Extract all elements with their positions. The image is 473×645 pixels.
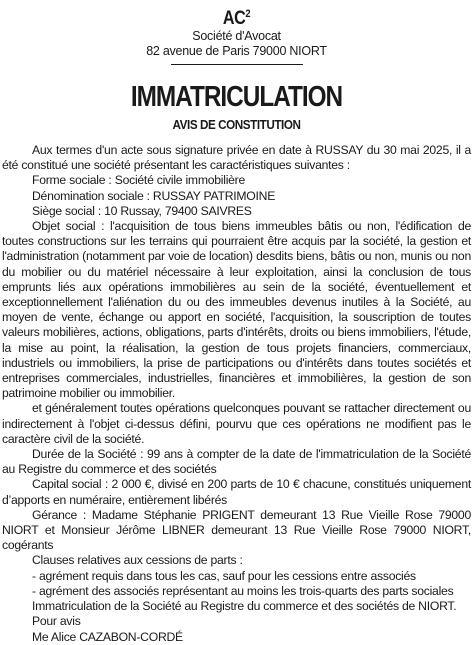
notice-body bbox=[2, 143, 471, 645]
company-name: Dénomination sociale : RUSSAY PATRIMOINE bbox=[32, 188, 276, 203]
share-transfer-clauses: Clauses relatives aux cessions de parts : bbox=[32, 553, 243, 568]
management: Gérance : Madame Stéphanie PRIGENT demeurant 13 Rue Vieille Rose 79000 NIORT et Monsieur Jérôme LIBNER demeurant 13 Rue Vieille Rose 79000 NIORT, cogérants bbox=[2, 507, 471, 553]
company-duration: Durée de la Société : 99 ans à compter de la date de l'immatriculation de la Société au Registre du commerce et des sociétés bbox=[2, 447, 471, 477]
legal-form: Forme sociale : Société civile immobilière bbox=[32, 173, 246, 188]
purpose-extension: et généralement toutes opérations quelconques pouvant se rattacher directement ou indirectement à l'objet ci-dessus défini, pourvu que ces opérations ne modifient pas le caractère civil de la société. bbox=[2, 401, 471, 446]
signature: Me Alice CAZABON-CORDÉ bbox=[32, 629, 183, 644]
share-capital: Capital social : 2 000 €, divisé en 200 parts de 10 € chacune, constitués uniquement d’apports en numéraire, entièrement libérés bbox=[2, 477, 471, 507]
share-transfer-clause-1: - agrément requis dans tous les cas, sauf pour les cessions entre associés bbox=[32, 568, 416, 583]
share-transfer-clause-2: - agrément des associés représentant au moins les trois-quarts des parts sociales bbox=[32, 583, 454, 598]
notice-title: IMMATRICULATION bbox=[130, 81, 343, 113]
firm-logo-superscript: 2 bbox=[245, 8, 251, 20]
firm-address: 82 avenue de Paris 79000 NIORT bbox=[146, 44, 327, 58]
firm-logo-text: AC bbox=[222, 8, 246, 29]
registered-office: Siège social : 10 Russay, 79400 SAIVRES bbox=[32, 203, 252, 218]
notice-subtitle: AVIS DE CONSTITUTION bbox=[172, 117, 301, 132]
firm-logo bbox=[37, 4, 436, 29]
pour-avis: Pour avis bbox=[32, 614, 81, 629]
registration-statement: Immatriculation de la Société au Registre du commerce et des sociétés de NIORT. bbox=[32, 599, 457, 614]
firm-type: Société d'Avocat bbox=[192, 29, 281, 43]
header-divider bbox=[171, 64, 303, 65]
intro-paragraph: Aux termes d'un acte sous signature privée en date à RUSSAY du 30 mai 2025, il a été constitué une société présentant les caractéristiques suivantes : bbox=[2, 143, 471, 173]
corporate-purpose: Objet social : l'acquisition de tous biens immeubles bâtis ou non, l'édification de toutes constructions sur les terrains qui pourraient être acquis par la société, la gestion et l'administration (notamment par voie de location) desdits biens, bâtis ou non, munis ou non du mobilier ou du matériel nécessaire à leur exploitation, ainsi la conclusion de tous emprunts liés aux opérations immobilières au sein de la société, éventuellement et exceptionnellement l'aliénation du ou des immeubles devenus inutiles à la Société, au moyen de vente, échange ou apport en société, l'acquisition, la souscription de toutes valeurs mobilières, actions, obligations, parts d'intérêts, droits ou biens immobiliers, l'étude, la mise au point, la réalisation, la gestion de tous projets financiers, commerciaux, industriels ou immobiliers, la prise de participations ou d'intérêts dans toutes sociétés et entreprises commerciales, industrielles, financières et immobilières, la gestion de son patrimoine mobilier ou immobilier. bbox=[2, 219, 471, 401]
